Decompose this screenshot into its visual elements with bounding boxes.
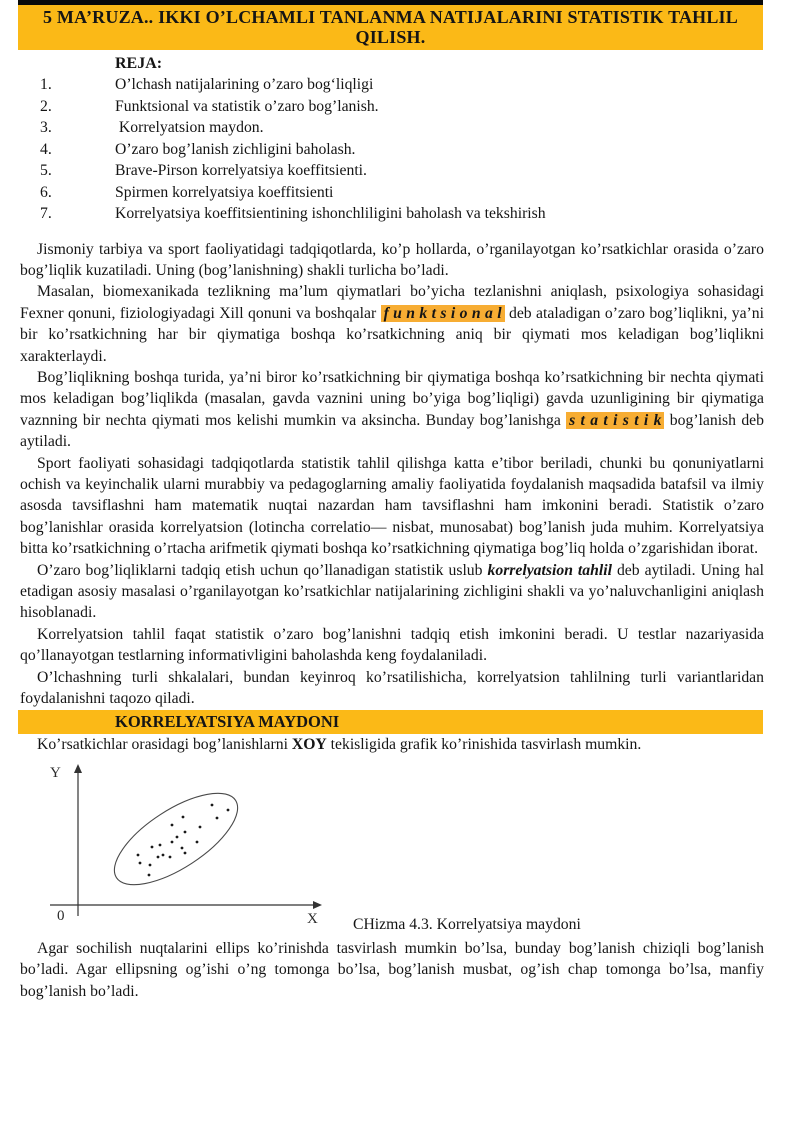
paragraph-shkalalar xyxy=(20,667,764,710)
reja-heading: REJA: xyxy=(115,55,163,72)
reja-item-6 xyxy=(0,182,800,204)
section-header-bar xyxy=(18,710,763,734)
reja-item-text: O’zaro bog’lanish zichligini baholash. xyxy=(115,140,356,158)
reja-item-2 xyxy=(0,96,800,118)
reja-item-number: 5. xyxy=(40,162,52,179)
reja-item-number: 7. xyxy=(40,205,52,222)
correlation-ellipse xyxy=(101,776,252,902)
reja-item-3 xyxy=(0,117,800,139)
correlation-field-figure xyxy=(0,760,800,938)
section-title: KORRELYATSIYA MAYDONI xyxy=(115,712,340,732)
reja-item-text: Spirmen korrelyatsiya koeffitsienti xyxy=(115,183,334,201)
korrelyatsion-tahlil-term: korrelyatsion tahlil xyxy=(487,561,612,579)
paragraph-text: Masalan, biomexanikada tezlikning ma’lum qiymatlari bo’yicha tezlanishni aniqlash, psixologiya sohasidagi Fexner qonuni, fiziologiyadagi Xill qonuni va boshqalar xyxy=(20,283,764,322)
y-axis-label: Y xyxy=(50,764,61,781)
reja-item-text: O’lchash natijalarining o’zaro bog‘liqligi xyxy=(115,76,374,93)
paragraph-text: bog’lanish deb aytiladi. xyxy=(20,411,764,451)
paragraph-sport-tahlil xyxy=(20,453,764,560)
paragraph-text: Sport faoliyati sohasidagi tadqiqotlarda statistik tahlil qilishga katta e’tibor beriladi, chunki bu qonuniyatlarni ochish va keyinchalik ularni murabbiy va pedagoglarning amaliy faoliyatida foydalanish maqsadida batafsil va ilmiy asosda tavsiflashni ham matematik nuqtai nazardan ham tavsiflashni ham imkonini beradi. Statistik o’zaro bog’lanishlar orasida korrelyatsion (lotincha correlatio— nisbat, munosabat) bog’lanish juda muhim. Korrelyatsiya bitta ko’rsatkichning o’rtacha arifmetik qiymati boshqa ko’rsatkichning qiymatiga bog’liq holda o’zgarishidan iborat. xyxy=(20,454,764,558)
reja-item-text: Funktsional va statistik o’zaro bog’lanish. xyxy=(115,97,379,115)
scatter-points xyxy=(137,803,230,876)
reja-item-7 xyxy=(0,203,800,225)
reja-item-number: 3. xyxy=(40,119,52,136)
paragraph-text: O’zaro bog’liqliklarni tadqiq etish uchun qo’llanadigan statistik uslub xyxy=(37,561,488,579)
lecture-title-bar xyxy=(18,0,763,50)
x-axis-arrow-icon xyxy=(313,901,322,909)
reja-item-number: 1. xyxy=(40,76,52,93)
reja-item-text: Korrelyatsiya koeffitsientining ishonchliligini baholash va tekshirish xyxy=(115,205,546,222)
reja-item-1 xyxy=(0,74,800,96)
paragraph-text: Agar sochilish nuqtalarini ellips ko’rinishda tasvirlash mumkin bo’lsa, bunday bog’lanish chiziqli bog’lanish bo’ladi. Agar ellipsning og’ishi o’ng tomonga bo’lsa, bog’lanish musbat, og’ish chap tomonga bo’lsa, manfiy bog’lanish bo’ladi. xyxy=(20,939,764,1000)
paragraph-intro xyxy=(20,239,764,282)
reja-item-4 xyxy=(0,139,800,161)
paragraph-testlar xyxy=(20,624,764,667)
figure-caption: CHizma 4.3. Korrelyatsiya maydoni xyxy=(353,915,581,933)
scatter-plot xyxy=(0,760,360,938)
reja-item-text: Korrelyatsion maydon. xyxy=(115,119,264,136)
reja-item-number: 2. xyxy=(40,97,52,115)
paragraph-text: deb aytiladi. Uning hal etadigan asosiy masalasi o’rganilayotgan ko’rsatkichlar natijalarining zichligini shakli va yo’naluvchanligini aniqlash hisoblanadi. xyxy=(20,561,764,622)
x-axis-label: X xyxy=(307,910,318,927)
paragraph-text: Bog’liqlikning boshqa turida, ya’ni biror ko’rsatkichning bir qiymatiga boshqa ko’rsatkichning bir nechta qiymati mos keladigan bog’liqlikda (masalan, gavda vaznini uning bo’yiga bog’liqligi) gavda uzunligining bir qiymatiga vaznning bir nechta qiymati mos kelishi mumkin va aksincha. Bunday bog’lanishga xyxy=(20,368,764,429)
highlight-funktsional-term: f u n k t s i o n a l xyxy=(381,305,505,322)
lecture-title: 5 MA’RUZA.. IKKI O’LCHAMLI TANLANMA NATIJALARINI STATISTIK TAHLIL QILISH. xyxy=(43,7,738,47)
paragraph-ellips xyxy=(20,938,764,1002)
paragraph-text: deb ataladigan o’zaro bog’liqlikni, ya’ni bir ko’rsatkichning har bir qiymatiga boshqa ko’rsatkichning aniq bir qiymati mos keladigan bog’liqlikni xarakterlaydi. xyxy=(20,304,764,365)
paragraph-text: O’lchashning turli shkalalari, bundan keyinroq ko’rsatilishicha, korrelyatsion tahlilning turli variantlaridan foydalanishni taqozo qiladi. xyxy=(20,668,764,708)
highlight-statistik-term: s t a t i s t i k xyxy=(566,412,664,429)
paragraph-funktsional xyxy=(20,281,764,367)
reja-item-number: 4. xyxy=(40,140,52,158)
y-axis-arrow-icon xyxy=(74,764,82,773)
paragraph-text: tekisligida grafik ko’rinishida tasvirlash mumkin. xyxy=(326,736,642,754)
origin-label: 0 xyxy=(57,907,65,924)
reja-item-5 xyxy=(0,160,800,182)
paragraph-statistik xyxy=(20,367,764,453)
xoy-term: XOY xyxy=(291,736,327,754)
reja-item-text: Brave-Pirson korrelyatsiya koeffitsienti. xyxy=(115,162,367,179)
reja-outline xyxy=(0,53,800,225)
reja-item-number: 6. xyxy=(40,183,52,201)
paragraph-text: Jismoniy tarbiya va sport faoliyatidagi tadqiqotlarda, ko’p hollarda, o’rganilayotgan ko’rsatkichlar orasida o’zaro bog’liqlik kuzatiladi. Uning (bog’lanishning) shakli turlicha bo’ladi. xyxy=(20,240,764,279)
paragraph-text: Korrelyatsion tahlil faqat statistik o’zaro bog’lanishni tadqiq etish imkonini beradi. U testlar nazariyasida qo’llanayotgan testlarning informativligini baholashda keng foydalaniladi. xyxy=(20,625,764,665)
paragraph-korrelyatsion-tahlil xyxy=(20,560,764,624)
paragraph-text: Ko’rsatkichlar orasidagi bog’lanishlarni xyxy=(37,736,292,754)
paragraph-xoy xyxy=(20,734,764,755)
